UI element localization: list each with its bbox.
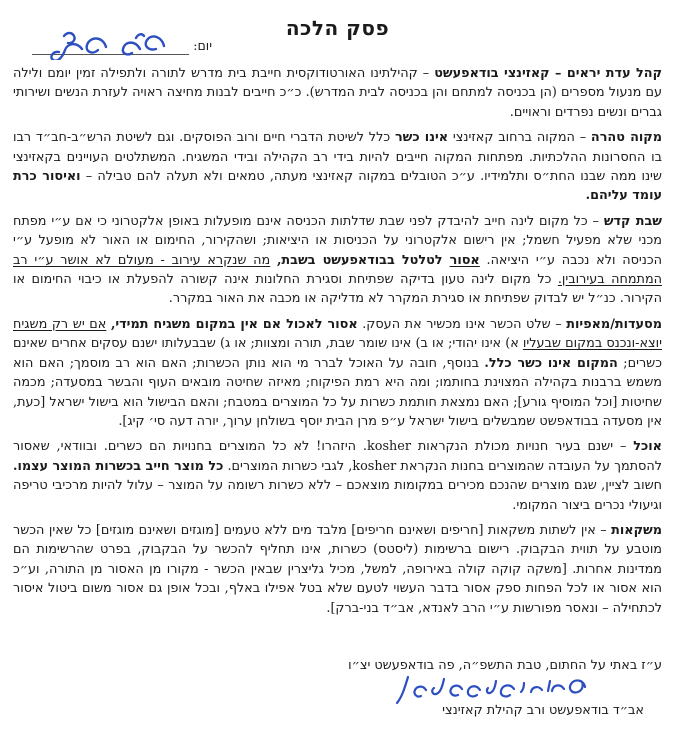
body-text: בנוסף, חובה על האוכל לברר מי הוא נותן הכשרות; האם הוא רב מוסמך; האם הוא משמש ברבנות בקהילה המצוינת בחותמו; ומה היא רמת הפיקוח; מאיזה שחיטה מובאים העוף והבשר במסעדה; מכמה שחיטות [וכל המוסיף גורע]; האם נמצאת חותמת כשרות על כל המוצרים במטבח; והאם הבישול הוא בישול ישראל [כעת, אין מסעדה בבודאפשט שמבשלים בישול ישראל ע״פ מרן הבית יוסף בשולחן ערוך, יורה דעה סי׳ קיג]. — [13, 355, 662, 429]
body-text: כל מקום לינה טעון בדיקה שפתיחת וסגירת החלונות אינה קשורה להפעלת או כיבוי החימום או הקירור. כנ״ל יש לבדוק שפתיחת או סגירת המקרר לא מדליקה או מכבה את האור במקרר. — [13, 272, 662, 307]
date-label: יום: — [193, 38, 212, 53]
paragraph — [13, 437, 662, 515]
body-text: א) אינו יהודי; או ב) אינו שומר שבת, תורה ומצוות; או ג) שבבעלותו ישנם עסקים אחרים שאינם כשרים; — [13, 336, 662, 371]
paragraph — [13, 212, 662, 309]
emphasized-text: המקום אינו כשר כלל. — [484, 355, 618, 371]
body-text: – שלט הכשר אינו מכשיר את העסק. — [357, 316, 567, 332]
paragraph — [13, 521, 662, 618]
body-text: כלל לשיטת הדברי חיים ורוב הפוסקים. וגם לשיטת הרש״ב-חב״ד רבו בו החסרונות ההלכתיות. מפתחות המקוה חייבים להיות בידי רב הקהילה ובידי המשגיח. המשתלטים העויינים בקאזינצי שינו ממה שבנו החת״ס ותלמידיו. ע״כ הטובלים במקוה קאזינצי מעתה, טמאים ולא תעלה להם טבילה – — [13, 130, 662, 185]
body-text: – אין לשתות משקאות [חריפים ושאינם חריפים] מלבד מים ללא טעמים [מוגזים ושאינם מוגזים] כל שאין הכשר מוטבע על תווית הבקבוק. רישום ברשימות (ליסטס) כשרות, אינו תחליף להכשר על הבקבוק, בפרט שהרשימות הם ממדינות אחרות. [משקה קוקה קולה באירופה, למשל, מכיל גליצרין שבאין הכשר - מקורו מן האסור מן התורה, וע״כ הוא אסור או לכל הפחות ספק אסור בדבר העשוי לטעם שלא בטל אפילו באלף, ובכל אופן גם אסור משום ביטול איסור לכתחילה – ונאסר מפורשות ע״י הרב לאנדא, אב״ד בני-ברק]. — [13, 522, 662, 616]
body-text: – קהילתינו האורטודוקסית חייבת בית מדרש לתורה ולתפילה זמין יומם ולילה עם מנעול מספרים (הן בכניסה למתחם והן בכניסה לבית המדרש). כ״כ חייבים לבנות מחיצה ראויה לעזרת הנשים ושירותי גברים ונשים נפרדים וראויים. — [13, 66, 662, 120]
emphasized-text: כל מוצר חייב בכשרות המוצר עצמו. — [13, 458, 224, 474]
signature-block — [13, 658, 662, 718]
attestation-line: ע״ז באתי על החתום, טבת התשפ״ה, פה בודאפעשט יצ״ו — [348, 658, 662, 673]
document-body — [13, 64, 662, 624]
paragraph — [13, 128, 662, 206]
emphasized-text: אם יש רק משגיח יוצא-ונכנס במקום שבעליו — [13, 316, 662, 352]
paragraph — [13, 64, 662, 122]
emphasized-text: אסור — [449, 252, 480, 268]
body-text: – כל מקום לינה חייב להיבדק לפני שבת שדלתות הכניסה אינם מופעלות באופן אלקטרוני כי אם ע״י מפתח מכני שלא מפעיל חשמל; אין רישום אלקטרוני על הכניסות או היציאות; ושהקירור, החימום או האור לא מופעל ע״י הכניסה ולא נכבה ע״י היציאה. — [13, 213, 662, 268]
page-title: פסק הלכה — [285, 16, 390, 40]
paragraph — [13, 315, 662, 431]
handwritten-date-scrawl — [36, 26, 176, 60]
emphasized-text: שבת קדש — [603, 213, 662, 229]
signatory-role-line: אב״ד בודאפעשט ורב קהילת קאזינצי — [442, 703, 644, 718]
emphasized-text: מסעדות/מאפיות — [566, 316, 663, 332]
emphasized-text: לטלטל בבודאפעשט בשבת, — [276, 252, 450, 268]
emphasized-text: קהל עדת יראים – קאזינצי בודאפעשט — [434, 66, 662, 81]
emphasized-text: אינו כשר — [394, 130, 449, 146]
emphasized-text: מקוה טהרה — [590, 130, 662, 146]
date-underline — [32, 24, 189, 55]
emphasized-text: אוכל — [633, 439, 662, 455]
body-text: – ישנם בעיר חנויות מכולת הנקראות kosher. היזהרו! לא כל המוצרים בחנויות הם כשרים. ובוודאי, שאסור להסתמך על העובדה שהמוצרים בחנות הנקראת kosher, לגבי כשרות המוצרים. — [13, 439, 662, 474]
signature-scrawl — [392, 673, 592, 705]
signature-row — [13, 673, 662, 703]
emphasized-text: ואיסור כרת עומד עליהם. — [13, 169, 662, 204]
emphasized-text: משקאות — [611, 522, 662, 538]
body-text: – המקוה ברחוב קאזינצי — [448, 130, 591, 146]
date-field — [30, 24, 212, 55]
emphasized-text: מה שנקרא עירוב - מעולם לא אושר ע״י רב המתמחה בעירובין. — [13, 252, 662, 288]
emphasized-text: אסור לאכול אם אין במקום משגיח תמידי, — [110, 316, 358, 332]
body-text: חשוב לציין, שגם מוצרים שהנכם מכירים במקומות מוצאכם – ללא כשרות רשומה על המוצר – עלול להיות מרכיבי טריפה וגיעולי נכרים ביצור המקומי. — [13, 478, 662, 513]
body-text — [270, 253, 277, 268]
